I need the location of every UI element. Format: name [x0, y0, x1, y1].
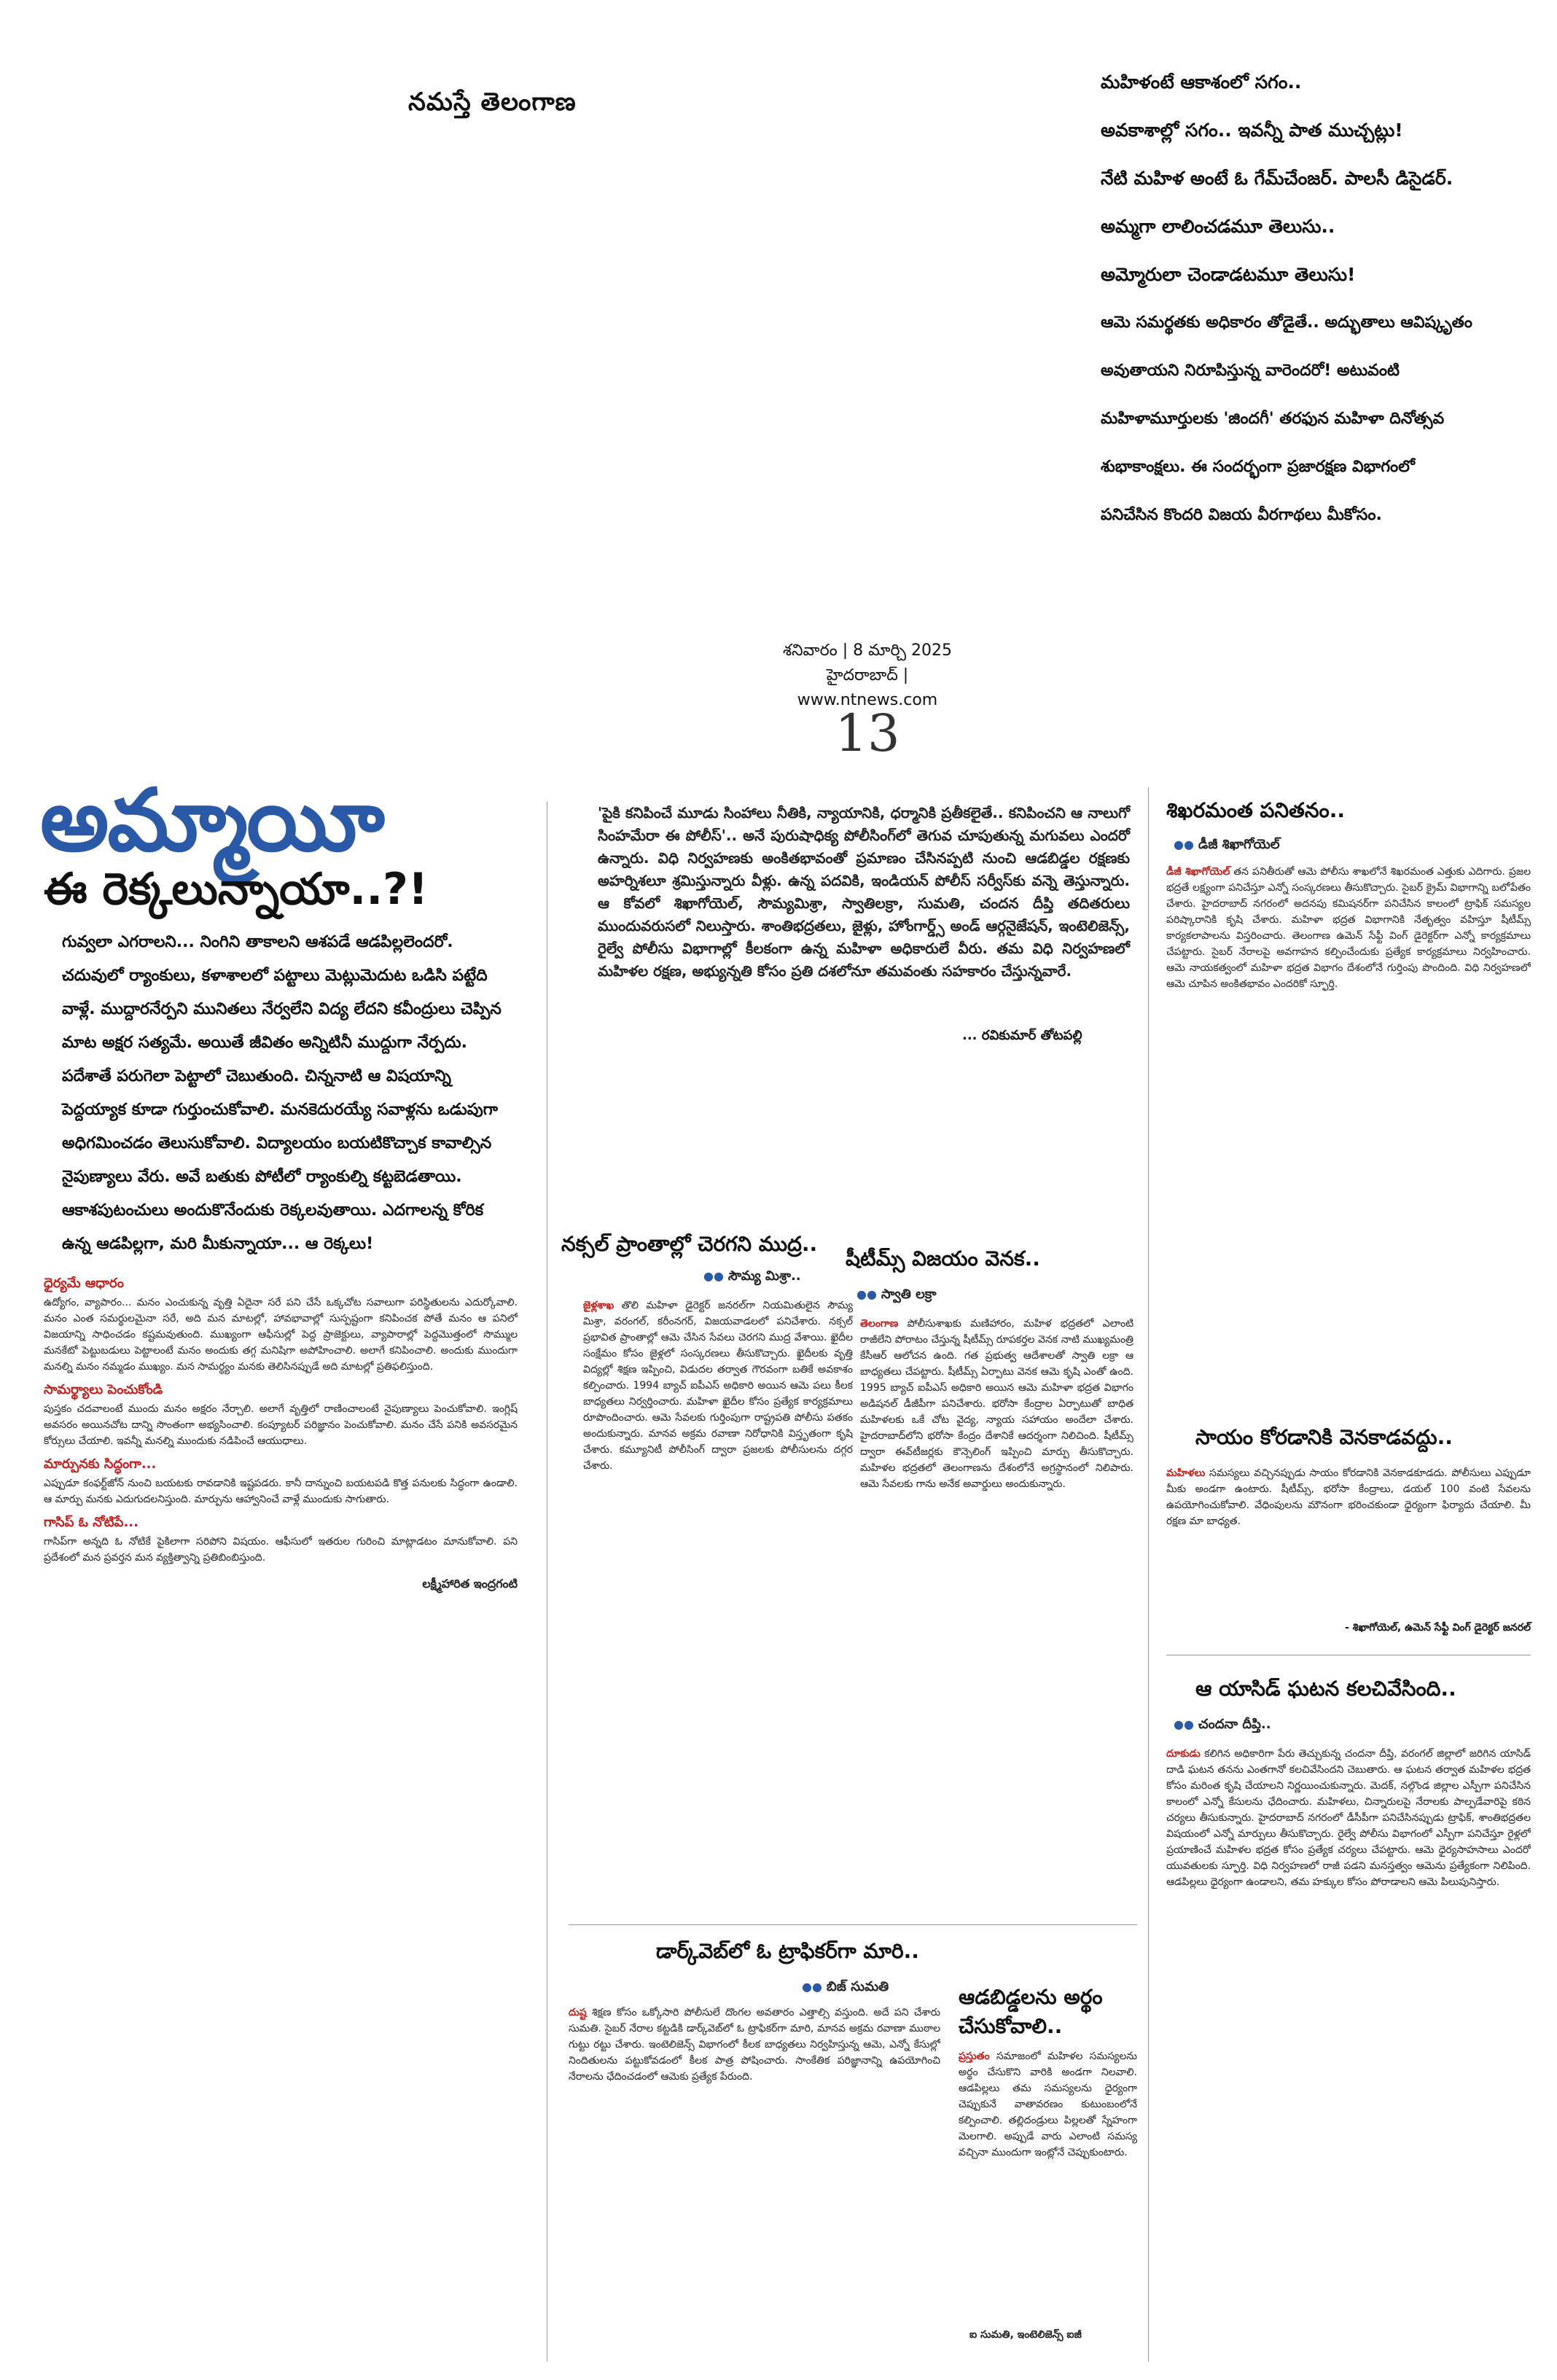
dateline — [758, 639, 977, 713]
masthead-brand: నమస్తే తెలంగాణ — [408, 87, 577, 117]
main-article-body — [44, 1268, 518, 2376]
story-author: ఐ సుమతి, ఇంటెలిజెన్స్ ఐజీ — [969, 2329, 1082, 2341]
section-heading: ధైర్యమే ఆధారం — [44, 1276, 124, 1291]
intro-line: అవకాశాల్లో సగం.. ఇవన్నీ పాత ముచ్చట్లు! — [1101, 120, 1403, 141]
section-rule — [569, 1924, 1137, 1925]
section-heading: మార్పునకు సిద్ధంగా... — [44, 1456, 157, 1472]
story-text: శిక్షణ కోసం ఒక్కోసారి పోలీసులే దొంగల అవతారం ఎత్తాల్సి వస్తుంది. అదే పని చేశారు సుమతి. సైబర్ నేరాల కట్టడికి డార్క్‌వెబ్‌లో ఓ ట్రాఫికర్‌గా మారి, మానవ అక్రమ రవాణా ముఠాల గుట్టు రట్టు చేశారు. ఇంటెలిజెన్స్ విభాగంలో కీలక బాధ్యతలు నిర్వహిస్తున్న ఆమె, ఎన్నో కేసుల్లో నిందితులను పట్టుకోవడంలో కీలక పాత్ర పోషించారు. సాంకేతిక పరిజ్ఞానాన్ని ఉపయోగించి నేరాలను ఛేదించడంలో ఆమెకు ప్రత్యేక పేరుంది. — [569, 2007, 940, 2083]
place-text: హైదరాబాద్ | www.ntnews.com — [797, 666, 938, 709]
page-number: 13 — [835, 703, 900, 763]
quote-block: 'పైకి కనిపించే మూడు సింహాలు నీతికి, న్యాయానికి, ధర్మానికి ప్రతీకలైతే.. కనిపించని ఆ నాలుగో సింహమేరా ఈ పోలీస్'.. అనే పురుషాధిక్య పోలీసింగ్‌లో తెగువ చూపుతున్న మగువలు ఎందరో ఉన్నారు. విధి నిర్వహణకు అంకితభావంతో ప్రమాణం చేసినప్పటి నుంచి ఆడబిడ్డల రక్షణకు అహర్నిశలూ శ్రమిస్తున్నారు వీళ్లు. ఉన్న పదవికి, ఇండియన్ పోలీస్ సర్వీస్‌కు వన్నె తెస్తున్నారు. ఆ కోవలో శిఖాగోయెల్, సౌమ్యమిశ్రా, స్వాతిలక్రా, సుమతి, చందన దీప్తి తదితరులు ముందువరుసలో నిలుస్తారు. శాంతిభద్రతలు, జైళ్లు, హోంగార్డ్స్ అండ్ ఆర్గనైజేషన్, ఇంటెలిజెన్స్, రైల్వే పోలీసు విభాగాల్లో కీలకంగా ఉన్న మహిళా అధికారులే వీరు. తమ విధి నిర్వహణలో మహిళల రక్షణ, అభ్యున్నతి కోసం ప్రతి దశలోనూ తమవంతు సహకారం చేస్తున్నవారే. — [598, 804, 1130, 980]
story-author-name: స్వాతి లక్రా — [881, 1287, 937, 1302]
section-body: ఉద్యోగం, వ్యాపారం... మనం ఎంచుకున్న వృత్తి ఏదైనా సరే పని చేసే ఒక్కచోట సవాలుగా పరిస్థితులను ఎదుర్కోవాలి. మనం ఎంత సమర్థులమైనా సరే, అది మన మాటల్లో, హావభావాల్లో సుస్పష్టంగా కనిపించక పోతే మనం ఆ పనిలో విజయాన్ని సాధించడం కష్టమవుతుంది. ముఖ్యంగా ఆఫీసుల్లో పెద్ద ప్రాజెక్టులు, వ్యాపారాల్లో పెద్దమొత్తంలో సొమ్ముల మనకేటో పెట్టుబడులు పెట్టాలంటే మనం అందుకు తగ్గ మనిషిగా అపోహించాలి. అలాగే కనిపించాలి. అందుకు ముందుగా మనల్ని మనం నమ్మడం ముఖ్యం. మన సామర్థ్యం మనకు తెలిసినప్పుడే అది మాటల్లో ప్రతిఫలిస్తుంది. — [44, 1297, 518, 1373]
date-text: శనివారం | 8 మార్చి 2025 — [782, 641, 953, 660]
story-body — [569, 2005, 940, 2362]
intro-line: మహిళంటే ఆకాశంలో సగం.. — [1101, 71, 1302, 93]
quote-byline: ... రవికుమార్ తోటపల్లి — [962, 1028, 1082, 1043]
story-body — [860, 1316, 1133, 1957]
intro-line: శుభాకాంక్షలు. ఈ సందర్భంగా ప్రజారక్షణ విభాగంలో — [1101, 458, 1415, 476]
story-body — [1166, 864, 1531, 1403]
story-title: ఆ యాసిడ్ ఘటన కలచివేసింది.. — [1195, 1677, 1456, 1701]
story-title: సాయం కోరడానికి వెనకాడవద్దు.. — [1195, 1425, 1453, 1449]
story-text: తొలి మహిళా డైరెక్టర్ జనరల్‌గా నియమితులైన సౌమ్య మిశ్రా, వరంగల్, కరీంనగర్, విజయవాడలలో పనిచేశారు. నక్సల్ ప్రభావిత ప్రాంతాల్లో ఆమె చేసిన సేవలు చెరగని ముద్ర వేశాయి. ఖైదీల సంక్షేమం కోసం జైళ్లలో సంస్కరణలు తీసుకొచ్చారు. ఖైదీలకు వృత్తి విద్యల్లో శిక్షణ ఇప్పించి, విడుదల తర్వాత గౌరవంగా బతికే అవకాశం కల్పించారు. 1994 బ్యాచ్ ఐపీఎస్ అధికారి అయిన ఆమె పలు కీలక బాధ్యతలు నిర్వర్తించారు. మహిళా ఖైదీల కోసం ప్రత్యేక కార్యక్రమాలు రూపొందించారు. ఆమె సేవలకు గుర్తింపుగా రాష్ట్రపతి పోలీసు పతకం అందుకున్నారు. మానవ అక్రమ రవాణా నిరోధానికి విస్తృతంగా కృషి చేశారు. కమ్యూనిటీ పోలీసింగ్ ద్వారా ప్రజలకు పోలీసులను దగ్గర చేశారు. — [583, 1300, 853, 1472]
story-author — [703, 1268, 801, 1287]
main-subtitle: ఈ రెక్కలున్నాయా..?! — [44, 864, 429, 915]
intro-line: అమ్మగా లాలించడమూ తెలుసు.. — [1101, 216, 1335, 237]
story-body — [1166, 1465, 1531, 1611]
story-lead-word: డీజీ శిఖాగోయెల్ — [1166, 866, 1230, 878]
story-body — [959, 2048, 1137, 2318]
main-title: అమ్మాయీ — [40, 770, 383, 870]
intro-line: పనిచేసిన కొందరి విజయ వీరగాథలు మీకోసం. — [1101, 506, 1382, 524]
intro-line: అమ్మోరులా చెండాడటమూ తెలుసు! — [1101, 264, 1356, 285]
column-rule — [1148, 787, 1149, 2362]
story-text: సమాజంలో మహిళల సమస్యలను అర్థం చేసుకొని వారికి అండగా నిలవాలి. ఆడపిల్లలు తమ సమస్యలను ధైర్యంగా చెప్పుకునే వాతావరణం కుటుంబంలోనే కల్పించాలి. తల్లిదండ్రులు పిల్లలతో స్నేహంగా మెలగాలి. అప్పుడే వారు ఎలాంటి సమస్య వచ్చినా ముందుగా ఇంట్లోనే చెప్పుకుంటారు. — [959, 2051, 1137, 2158]
story-text: తన పనితీరుతో ఆమె పోలీసు శాఖలోనే శిఖరమంత ఎత్తుకు ఎదిగారు. ప్రజల భద్రతే లక్ష్యంగా పనిచేస్తూ ఎన్నో సంస్కరణలు తీసుకొచ్చారు. సైబర్ క్రైమ్ విభాగాన్ని బలోపేతం చేశారు. హైదరాబాద్ నగరంలో అదనపు కమిషనర్‌గా పనిచేసిన కాలంలో ట్రాఫిక్ సమస్యల పరిష్కారానికి కృషి చేశారు. మహిళా భద్రత విభాగానికి నేతృత్వం వహిస్తూ షీటీమ్స్ కార్యకలాపాలను విస్తరించారు. తెలంగాణ ఉమెన్ సేఫ్టీ వింగ్ డైరెక్టర్‌గా ఎన్నో కార్యక్రమాలు చేపట్టారు. సైబర్ నేరాలపై అవగాహన కల్పించేందుకు ప్రత్యేక కార్యక్రమాలు నిర్వహించారు. ఆమె నాయకత్వంలో మహిళా భద్రత విభాగం దేశంలోనే గుర్తింపు పొందింది. విధి నిర్వహణలో ఆమె చూపిన అంకితభావం ఎందరికో స్ఫూర్తి. — [1166, 866, 1531, 990]
story-title: షీటీమ్స్ విజయం వెనక.. — [846, 1246, 1040, 1271]
bullet-icon: ●● — [856, 1287, 877, 1301]
intro-line: ఆమె సమర్థతకు అధికారం తోడైతే.. అద్భుతాలు ఆవిష్కృతం — [1101, 313, 1472, 332]
story-author — [856, 1287, 936, 1305]
story-lead-word: తెలంగాణ — [860, 1318, 899, 1330]
story-title: నక్సల్ ప్రాంతాల్లో చెరగని ముద్ర.. — [561, 1232, 818, 1256]
story-body — [1166, 1746, 1531, 2358]
section-heading: సామర్థ్యాలు పెంచుకోండి — [44, 1382, 163, 1397]
story-author — [1174, 837, 1280, 855]
main-lead: గువ్వలా ఎగరాలని... నింగిని తాకాలని ఆశపడే ఆడపిల్లలెందరో. చదువులో ర్యాంకులు, కళాశాలలో పట్టాలు మెట్లుమెదుట ఒడిసి పట్టేది వాళ్లే. ముద్దారనేర్పని మునితలు నేర్వలేని విద్య లేదని కవీంద్రులు చెప్పిన మాట అక్షర సత్యమే. అయితే జీవితం అన్నిటినీ ముద్దుగా నేర్పదు. పదేశాతే పరుగెలా పెట్టాలో చెబుతుంది. చిన్ననాటి ఆ విషయాన్ని పెద్దయ్యాక కూడా గుర్తుంచుకోవాలి. మనకెదురయ్యే సవాళ్లను ఒడుపుగా అధిగమించడం తెలుసుకోవాలి. విద్యాలయం బయటికొచ్చాక కావాల్సిన నైపుణ్యాలు వేరు. అవే బతుకు పోటీలో ర్యాంకుల్ని కట్టబెడతాయి. ఆకాశపుటంచులు అందుకొనేందుకు రెక్కలవుతాయి. ఎదగాలన్న కోరిక ఉన్న ఆడపిల్లగా, మరి మీకున్నాయా... ఆ రెక్కలు! — [62, 933, 502, 1253]
story-title: శిఖరమంత పనితనం.. — [1166, 798, 1345, 822]
bullet-icon: ●● — [1174, 838, 1194, 851]
story-author — [802, 1979, 889, 1997]
section-heading: గాసిప్ ఓ నోటిపే... — [44, 1515, 138, 1530]
main-signature: లక్ష్మీహారిత ఇంద్రగంటి — [422, 1577, 518, 1591]
story-lead-word: జైళ్లశాఖ — [583, 1300, 614, 1311]
bullet-icon: ●● — [1174, 1717, 1194, 1731]
story-text: కలిగిన అధికారిగా పేరు తెచ్చుకున్న చందనా దీప్తి, వరంగల్ జిల్లాలో జరిగిన యాసిడ్ దాడి ఘటన తనను ఎంతగానో కలచివేసిందని చెబుతారు. ఆ ఘటన తర్వాత మహిళల భద్రత కోసం మరింత కృషి చేయాలని నిర్ణయించుకున్నారు. మెదక్, నల్గొండ జిల్లాల ఎస్పీగా పనిచేసిన కాలంలో ఎన్నో కేసులను ఛేదించారు. మహిళలు, చిన్నారులపై నేరాలకు పాల్పడేవారిపై కఠిన చర్యలు తీసుకున్నారు. హైదరాబాద్ నగరంలో డీసీపీగా పనిచేసినప్పుడు ట్రాఫిక్, శాంతిభద్రతల విషయంలో ఎన్నో మార్పులు తీసుకొచ్చారు. రైల్వే పోలీసు విభాగంలో ఎస్పీగా పనిచేస్తూ రైళ్లలో ప్రయాణించే మహిళల భద్రత కోసం ప్రత్యేక చర్యలు చేపట్టారు. ఆమె ధైర్యసాహసాలు ఎందరో యువతులకు స్ఫూర్తి. విధి నిర్వహణలో రాజీ పడని మనస్తత్వం ఆమెను ప్రత్యేకంగా నిలిపింది. ఆడపిల్లలు ధైర్యంగా ఉండాలని, తమ హక్కుల కోసం పోరాడాలని ఆమె పిలుపునిస్తారు. — [1166, 1748, 1531, 1888]
story-title: డార్క్‌వెబ్‌లో ఓ ట్రాఫికర్‌గా మారి.. — [656, 1939, 919, 1963]
section-body: గాసిప్‌గా అన్నది ఓ నోటికే పైకిలాగా సరిపోని విషయం. ఆఫీసులో ఇతరుల గురించి మాట్లాడటం మానుకోవాలి. పని ప్రదేశంలో మన ప్రవర్తన మన వ్యక్తిత్వాన్ని ప్రతిబింబిస్తుంది. — [44, 1536, 518, 1564]
story-lead-word: దూకుడు — [1166, 1748, 1201, 1760]
bullet-icon: ●● — [802, 1980, 822, 1994]
intro-line: అవుతాయని నిరూపిస్తున్న వారెందరో! అటువంటి — [1101, 362, 1400, 380]
story-author-name: బిజ్ సుమతి — [826, 1979, 889, 1994]
story-signature: - శిఖాగోయెల్, ఉమెన్ సేఫ్టీ వింగ్ డైరెక్టర్ జనరల్ — [1344, 1622, 1531, 1634]
story-author-name: డీజీ శిఖాగోయెల్ — [1198, 837, 1280, 852]
intro-line: నేటి మహిళ అంటే ఓ గేమ్‌చేంజర్. పాలసీ డిసైడర్. — [1101, 168, 1453, 189]
story-body — [583, 1298, 853, 1793]
story-author-name: చందనా దీప్తి.. — [1198, 1717, 1271, 1732]
story-lead-word: దుష్ట — [569, 2007, 587, 2018]
story-lead-word: మహిళలు — [1166, 1467, 1206, 1479]
story-text: పోలీసుశాఖకు మణిహారం, మహిళ భద్రతలో ఎలాంటి రాజీలేని పోరాటం చేస్తున్న షీటీమ్స్ రూపకర్తల వెనక నాటి ముఖ్యమంత్రి కేసీఆర్ ఆలోచన ఉంది. గత ప్రభుత్వ ఆదేశాలతో స్వాతి లక్రా ఆ బాధ్యతలు చేపట్టారు. షీటీమ్స్ ఏర్పాటు వెనక ఆమె కృషి ఎంతో ఉంది. 1995 బ్యాచ్ ఐపీఎస్ అధికారి అయిన ఆమె మహిళా భద్రత విభాగం అడిషనల్ డీజీపీగా పనిచేశారు. భరోసా కేంద్రాల ఏర్పాటుతో బాధిత మహిళలకు ఒకే చోట వైద్య, న్యాయ సహాయం అందేలా చేశారు. హైదరాబాద్‌లోని భరోసా కేంద్రం దేశానికే ఆదర్శంగా నిలిచింది. షీటీమ్స్ ద్వారా ఈవ్‌టీజర్లకు కౌన్సెలింగ్ ఇప్పించి మార్పు తీసుకొచ్చారు. మహిళల భద్రతలో తెలంగాణను దేశంలోనే అగ్రస్థానంలో నిలిపారు. ఆమె సేవలకు గాను అనేక అవార్డులు అందుకున్నారు. — [860, 1318, 1133, 1490]
intro-line: మహిళామూర్తులకు 'జిందగీ' తరఫున మహిళా దినోత్సవ — [1101, 410, 1445, 428]
intro-block — [1101, 58, 1538, 539]
story-title: ఆడబిడ్డలను అర్థం చేసుకోవాలి.. — [959, 1985, 1103, 2038]
story-author — [1174, 1717, 1271, 1735]
story-author-name: సౌమ్య మిశ్రా.. — [727, 1268, 801, 1284]
story-lead-word: ప్రస్తుతం — [959, 2051, 990, 2062]
story-text: సమస్యలు వచ్చినప్పుడు సాయం కోరడానికి వెనకాడకూడదు. పోలీసులు ఎప్పుడూ మీకు అండగా ఉంటారు. షీటీమ్స్, భరోసా కేంద్రాలు, డయల్ 100 వంటి సేవలను ఉపయోగించుకోవాలి. వేధింపులను మౌనంగా భరించకుండా ధైర్యంగా ఫిర్యాదు చేయాలి. మీ రక్షణ మా బాధ్యత. — [1166, 1467, 1531, 1527]
section-body: పుస్తకం చదవాలంటే ముందు మనం అక్షరం నేర్చాలి. అలాగే వృత్తిలో రాణించాలంటే నైపుణ్యాలు పెంచుకోవాలి. ఇంగ్లిష్ అవసరం అయినచోట దాన్ని సొంతంగా అభ్యసించాలి. కంప్యూటర్ పరిజ్ఞానం పెంచుకోవాలి. మనం చేసే పనికి అవసరమైన కోర్సులు చేయాలి. ఇవన్నీ మనల్ని ముందుకు నడిపించే ఆయుధాలు. — [44, 1403, 518, 1447]
section-body: ఎప్పుడూ కంఫర్ట్‌జోన్ నుంచి బయటకు రావడానికి ఇష్టపడరు. కానీ దాన్నుంచి బయటపడి కొత్త పనులకు సిద్ధంగా ఉండాలి. ఆ మార్పు మనకు ఎదుగుదలనిస్తుంది. మార్పును ఆహ్వానించే వాళ్లే ముందుకు సాగుతారు. — [44, 1478, 518, 1505]
bullet-icon: ●● — [703, 1269, 724, 1283]
